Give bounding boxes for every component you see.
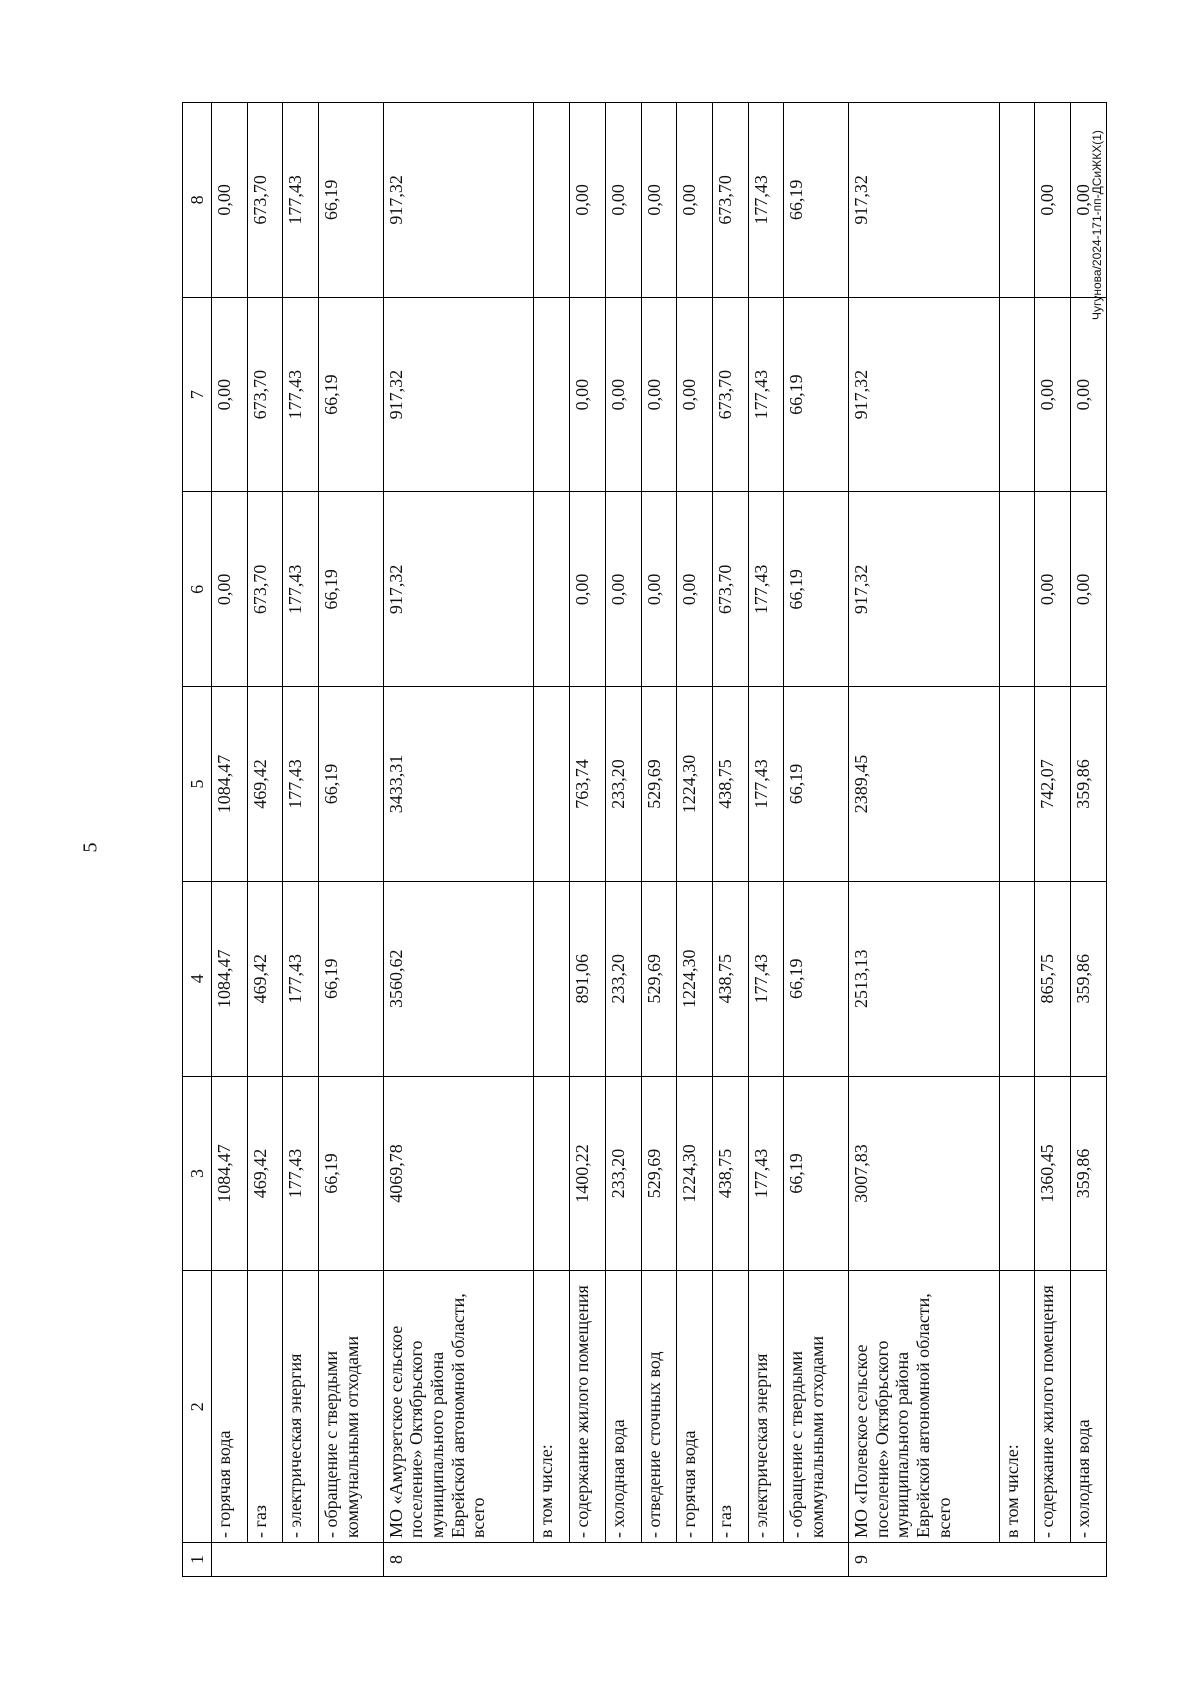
value-cell: 0,00 <box>641 103 677 298</box>
value-cell: 0,00 <box>641 297 677 492</box>
value-cell: 233,20 <box>605 881 641 1076</box>
value-cell: 359,86 <box>1071 881 1107 1076</box>
row-name-cell: - обращение с твердыми коммунальными отходами <box>319 1271 383 1543</box>
value-cell: 1224,30 <box>677 687 713 882</box>
header-cell: 3 <box>183 1076 212 1271</box>
row-name-cell: - газ <box>713 1271 749 1543</box>
value-cell: 0,00 <box>1071 297 1107 492</box>
value-cell: 0,00 <box>1035 297 1071 492</box>
value-cell <box>534 492 570 687</box>
row-name-cell: - электрическая энергия <box>748 1271 784 1543</box>
table-row <box>748 103 784 1577</box>
row-name-cell: МО «Амурзетское сельское поселение» Октябрьского муниципального района Еврейской автономной области, всего <box>383 1271 534 1543</box>
value-cell: 673,70 <box>247 103 283 298</box>
table-body <box>212 103 1107 1577</box>
value-cell: 0,00 <box>1071 103 1107 298</box>
table-row <box>383 103 534 1577</box>
footer-code-text: Чугунова/2024-171-пп-ДСиЖКХ(1) <box>1090 130 1104 320</box>
tariff-table <box>182 102 1107 1577</box>
value-cell: 177,43 <box>748 103 784 298</box>
row-name-cell: - горячая вода <box>212 1271 248 1543</box>
value-cell: 66,19 <box>784 881 848 1076</box>
row-name-cell: в том числе: <box>999 1271 1035 1543</box>
table-row <box>999 103 1035 1577</box>
value-cell: 0,00 <box>570 297 606 492</box>
value-cell: 865,75 <box>1035 881 1071 1076</box>
value-cell: 66,19 <box>319 103 383 298</box>
value-cell: 0,00 <box>212 492 248 687</box>
value-cell: 66,19 <box>784 1076 848 1271</box>
value-cell: 917,32 <box>383 103 534 298</box>
value-cell: 177,43 <box>748 492 784 687</box>
value-cell: 673,70 <box>713 103 749 298</box>
header-row <box>183 103 212 1577</box>
value-cell: 742,07 <box>1035 687 1071 882</box>
row-name-cell: - отведение сточных вод <box>641 1271 677 1543</box>
header-cell: 6 <box>183 492 212 687</box>
value-cell: 0,00 <box>677 103 713 298</box>
value-cell: 1360,45 <box>1035 1076 1071 1271</box>
value-cell: 233,20 <box>605 1076 641 1271</box>
value-cell: 891,06 <box>570 881 606 1076</box>
rotated-table-wrapper <box>182 102 1107 1577</box>
header-cell: 5 <box>183 687 212 882</box>
value-cell: 66,19 <box>784 492 848 687</box>
value-cell: 66,19 <box>319 492 383 687</box>
value-cell: 763,74 <box>570 687 606 882</box>
header-cell: 7 <box>183 297 212 492</box>
value-cell: 0,00 <box>641 492 677 687</box>
value-cell: 469,42 <box>247 1076 283 1271</box>
value-cell <box>999 1076 1035 1271</box>
value-cell: 469,42 <box>247 687 283 882</box>
table-row <box>1035 103 1071 1577</box>
value-cell: 0,00 <box>570 492 606 687</box>
value-cell: 0,00 <box>570 103 606 298</box>
value-cell: 0,00 <box>1035 103 1071 298</box>
value-cell: 673,70 <box>713 297 749 492</box>
value-cell: 529,69 <box>641 881 677 1076</box>
value-cell <box>534 881 570 1076</box>
value-cell: 66,19 <box>319 1076 383 1271</box>
value-cell: 1084,47 <box>212 881 248 1076</box>
table-row <box>319 103 383 1577</box>
value-cell: 66,19 <box>784 103 848 298</box>
value-cell: 177,43 <box>283 492 319 687</box>
value-cell: 177,43 <box>283 881 319 1076</box>
value-cell: 438,75 <box>713 687 749 882</box>
value-cell <box>534 297 570 492</box>
value-cell: 66,19 <box>784 687 848 882</box>
table-row <box>677 103 713 1577</box>
value-cell: 177,43 <box>748 881 784 1076</box>
value-cell: 917,32 <box>383 492 534 687</box>
value-cell: 0,00 <box>677 492 713 687</box>
value-cell: 438,75 <box>713 881 749 1076</box>
value-cell: 3560,62 <box>383 881 534 1076</box>
table-row <box>283 103 319 1577</box>
value-cell: 4069,78 <box>383 1076 534 1271</box>
value-cell: 66,19 <box>319 881 383 1076</box>
value-cell: 917,32 <box>848 297 999 492</box>
value-cell: 359,86 <box>1071 687 1107 882</box>
value-cell: 177,43 <box>748 297 784 492</box>
value-cell: 177,43 <box>283 297 319 492</box>
value-cell <box>999 103 1035 298</box>
table-row <box>1071 103 1107 1577</box>
row-name-cell: - газ <box>247 1271 283 1543</box>
value-cell: 1084,47 <box>212 1076 248 1271</box>
value-cell: 0,00 <box>1071 492 1107 687</box>
value-cell: 917,32 <box>848 492 999 687</box>
header-cell: 8 <box>183 103 212 298</box>
value-cell: 177,43 <box>283 687 319 882</box>
value-cell <box>534 103 570 298</box>
table-row <box>570 103 606 1577</box>
value-cell: 1224,30 <box>677 881 713 1076</box>
value-cell <box>534 687 570 882</box>
value-cell: 438,75 <box>713 1076 749 1271</box>
value-cell: 529,69 <box>641 687 677 882</box>
value-cell: 1400,22 <box>570 1076 606 1271</box>
table-row <box>605 103 641 1577</box>
table-row <box>641 103 677 1577</box>
value-cell: 2389,45 <box>848 687 999 882</box>
value-cell: 673,70 <box>247 492 283 687</box>
value-cell: 177,43 <box>748 1076 784 1271</box>
value-cell <box>534 1076 570 1271</box>
row-index-cell: 9 <box>848 1543 1106 1577</box>
value-cell: 917,32 <box>848 103 999 298</box>
value-cell: 1084,47 <box>212 687 248 882</box>
value-cell: 2513,13 <box>848 881 999 1076</box>
value-cell: 233,20 <box>605 687 641 882</box>
value-cell: 0,00 <box>212 297 248 492</box>
row-name-cell: в том числе: <box>534 1271 570 1543</box>
table-row <box>534 103 570 1577</box>
value-cell: 0,00 <box>605 492 641 687</box>
row-name-cell: - обращение с твердыми коммунальными отходами <box>784 1271 848 1543</box>
row-index-cell <box>212 1543 384 1577</box>
table-row <box>713 103 749 1577</box>
page-number: 5 <box>79 842 102 853</box>
value-cell: 66,19 <box>784 297 848 492</box>
value-cell: 469,42 <box>247 881 283 1076</box>
value-cell: 1224,30 <box>677 1076 713 1271</box>
value-cell: 66,19 <box>319 297 383 492</box>
value-cell: 0,00 <box>677 297 713 492</box>
table-row <box>784 103 848 1577</box>
row-name-cell: - холодная вода <box>1071 1271 1107 1543</box>
value-cell: 3007,83 <box>848 1076 999 1271</box>
value-cell <box>999 492 1035 687</box>
row-name-cell: - горячая вода <box>677 1271 713 1543</box>
row-name-cell: - холодная вода <box>605 1271 641 1543</box>
table-row <box>848 103 999 1577</box>
header-cell: 4 <box>183 881 212 1076</box>
value-cell: 0,00 <box>1035 492 1071 687</box>
row-name-cell: - электрическая энергия <box>283 1271 319 1543</box>
value-cell: 359,86 <box>1071 1076 1107 1271</box>
header-cell: 2 <box>183 1271 212 1543</box>
row-name-cell: - содержание жилого помещения <box>570 1271 606 1543</box>
row-name-cell: - содержание жилого помещения <box>1035 1271 1071 1543</box>
value-cell: 177,43 <box>283 1076 319 1271</box>
value-cell: 0,00 <box>605 297 641 492</box>
row-name-cell: МО «Полевское сельское поселение» Октябрьского муниципального района Еврейской автономной области, всего <box>848 1271 999 1543</box>
value-cell: 0,00 <box>605 103 641 298</box>
value-cell: 177,43 <box>283 103 319 298</box>
row-index-cell: 8 <box>383 1543 848 1577</box>
table-row <box>212 103 248 1577</box>
table-row <box>247 103 283 1577</box>
value-cell: 529,69 <box>641 1076 677 1271</box>
value-cell <box>999 687 1035 882</box>
value-cell <box>999 881 1035 1076</box>
header-cell: 1 <box>183 1543 212 1577</box>
value-cell: 177,43 <box>748 687 784 882</box>
value-cell: 917,32 <box>383 297 534 492</box>
value-cell: 3433,31 <box>383 687 534 882</box>
value-cell: 673,70 <box>247 297 283 492</box>
value-cell: 66,19 <box>319 687 383 882</box>
value-cell <box>999 297 1035 492</box>
value-cell: 673,70 <box>713 492 749 687</box>
value-cell: 0,00 <box>212 103 248 298</box>
